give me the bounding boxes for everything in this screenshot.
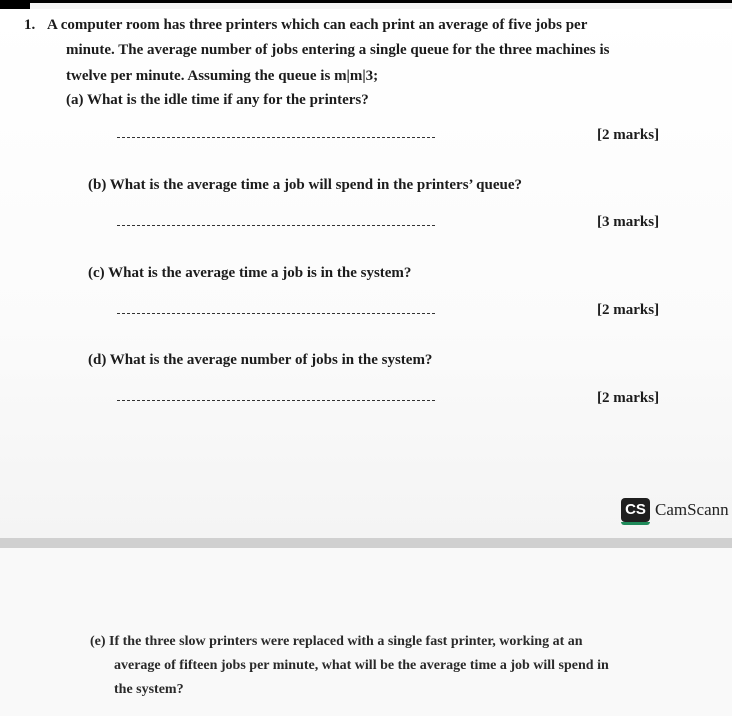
part-c-marks: [2 marks] (597, 302, 660, 318)
top-edge-bar (0, 0, 732, 9)
page-divider (0, 538, 732, 548)
question-stem-line-1: A computer room has three printers which can each print an average of five jobs per (47, 17, 588, 33)
answer-line-d (117, 400, 435, 401)
camscanner-label: CamScann (655, 500, 729, 519)
question-stem-line-3: twelve per minute. Assuming the queue is m|m|3; (66, 68, 379, 84)
part-e-line-2: average of fifteen jobs per minute, what will be the average time a job will spend in (114, 658, 609, 673)
part-b-text: (b) What is the average time a job will spend in the printers’ queue? (88, 177, 523, 193)
part-a-marks: [2 marks] (597, 127, 660, 143)
part-d-text: (d) What is the average number of jobs in the system? (88, 352, 433, 368)
camscanner-logo-icon: CS (621, 498, 650, 522)
scanned-page-2 (0, 548, 732, 716)
part-e-line-1: (e) If the three slow printers were replaced with a single fast printer, working at an (90, 634, 583, 649)
part-e-line-3: the system? (114, 682, 184, 697)
part-b-marks: [3 marks] (597, 214, 660, 230)
question-stem-line-2: minute. The average number of jobs entering a single queue for the three machines is (66, 42, 610, 58)
part-d-marks: [2 marks] (597, 390, 660, 406)
answer-line-a (117, 137, 435, 138)
answer-line-c (117, 313, 435, 314)
answer-line-b (117, 225, 435, 226)
part-c-text: (c) What is the average time a job is in the system? (88, 265, 412, 281)
part-a-text: (a) What is the idle time if any for the printers? (66, 92, 369, 108)
question-number: 1. (24, 17, 36, 33)
